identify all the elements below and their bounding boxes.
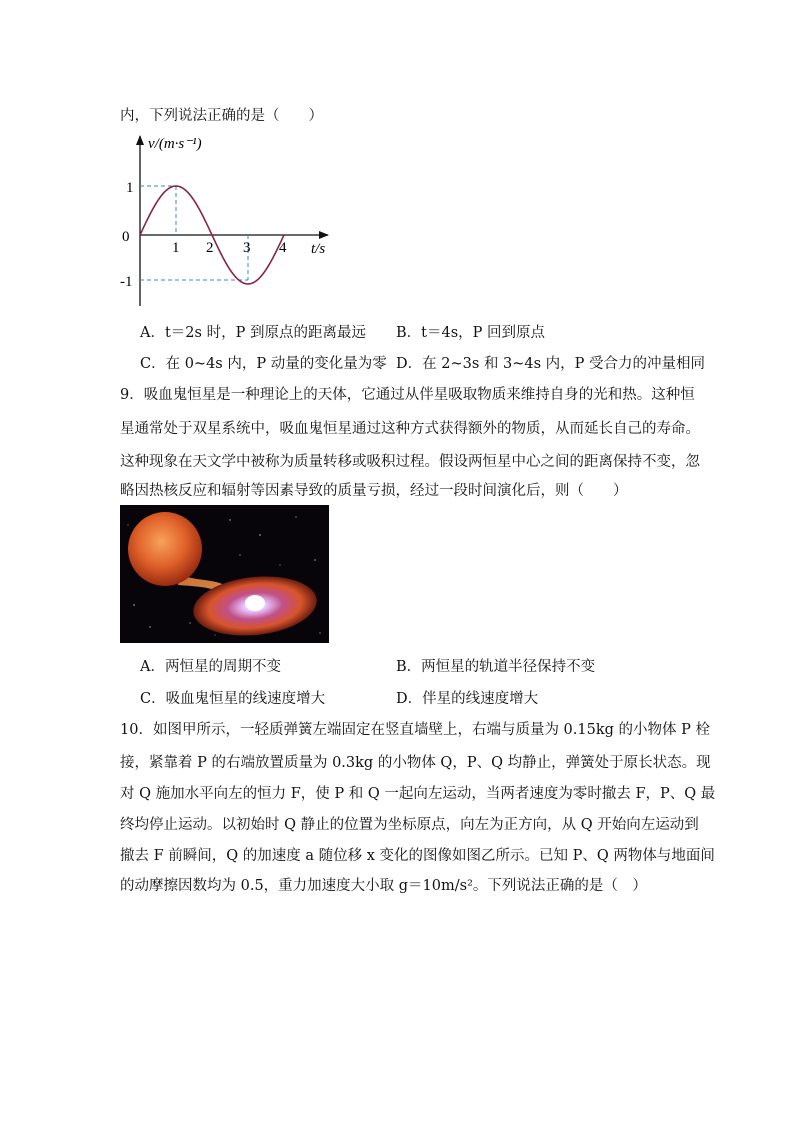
- q9-stem-line-1: 9．吸血鬼恒星是一种理论上的天体，它通过从伴星吸取物质来维持自身的光和热。这种恒: [120, 387, 695, 403]
- velocity-time-graph: [118, 128, 338, 308]
- q8-option-c[interactable]: C．在 0~4s 内，P 动量的变化量为零: [140, 356, 387, 372]
- q10-stem-line-6: 的动摩擦因数均为 0.5，重力加速度大小取 g＝10m/s²。下列说法正确的是（ ）: [120, 878, 647, 894]
- y-tick-neg1: -1: [120, 274, 133, 290]
- y-tick-1: 1: [126, 180, 134, 196]
- q8-option-a[interactable]: A．t＝2s 时，P 到原点的距离最远: [140, 325, 366, 341]
- q8-stem-tail: 内，下列说法正确的是（ ）: [120, 108, 323, 124]
- q9-stem-line-4: 略因热核反应和辐射等因素导致的质量亏损，经过一段时间演化后，则（ ）: [120, 483, 628, 499]
- q9-option-b[interactable]: B．两恒星的轨道半径保持不变: [396, 659, 596, 675]
- x-tick-2: 2: [206, 240, 214, 256]
- x-tick-3: 3: [243, 240, 251, 256]
- x-tick-4: 4: [279, 240, 287, 256]
- origin-label: 0: [122, 229, 130, 245]
- q8-option-b[interactable]: B．t＝4s，P 回到原点: [396, 325, 546, 341]
- x-tick-1: 1: [172, 240, 180, 256]
- q9-option-c[interactable]: C．吸血鬼恒星的线速度增大: [140, 691, 326, 707]
- q9-option-d[interactable]: D．伴星的线速度增大: [396, 691, 539, 707]
- x-axis-label: t/s: [311, 241, 326, 257]
- q9-stem-line-3: 这种现象在天文学中被称为质量转移或吸积过程。假设两恒星中心之间的距离保持不变，忽: [120, 454, 700, 470]
- q9-stem-line-2: 星通常处于双星系统中，吸血鬼恒星通过这种方式获得额外的物质，从而延长自己的寿命。: [120, 421, 700, 437]
- q10-stem-line-3: 对 Q 施加水平向左的恒力 F，使 P 和 Q 一起向左运动，当两者速度为零时撤去 F，P、Q 最: [120, 786, 716, 802]
- q10-stem-line-4: 终均停止运动。以初始时 Q 静止的位置为坐标原点，向左为正方向，从 Q 开始向左运动到: [120, 817, 699, 833]
- q9-option-a[interactable]: A．两恒星的周期不变: [140, 659, 281, 675]
- q10-stem-line-5: 撤去 F 前瞬间，Q 的加速度 a 随位移 x 变化的图像如图乙所示。已知 P、Q 两物体与地面间: [120, 848, 715, 864]
- q10-stem-line-2: 接，紧靠着 P 的右端放置质量为 0.3kg 的小物体 Q，P、Q 均静止，弹簧处于原长状态。现: [120, 755, 711, 771]
- q10-stem-line-1: 10．如图甲所示，一轻质弹簧左端固定在竖直墙壁上，右端与质量为 0.15kg 的小物体 P 栓: [120, 722, 710, 738]
- y-axis-label: v/(m·s⁻¹): [148, 136, 202, 152]
- vampire-star-illustration: [120, 505, 329, 643]
- q8-option-d[interactable]: D．在 2~3s 和 3~4s 内，P 受合力的冲量相同: [396, 356, 706, 372]
